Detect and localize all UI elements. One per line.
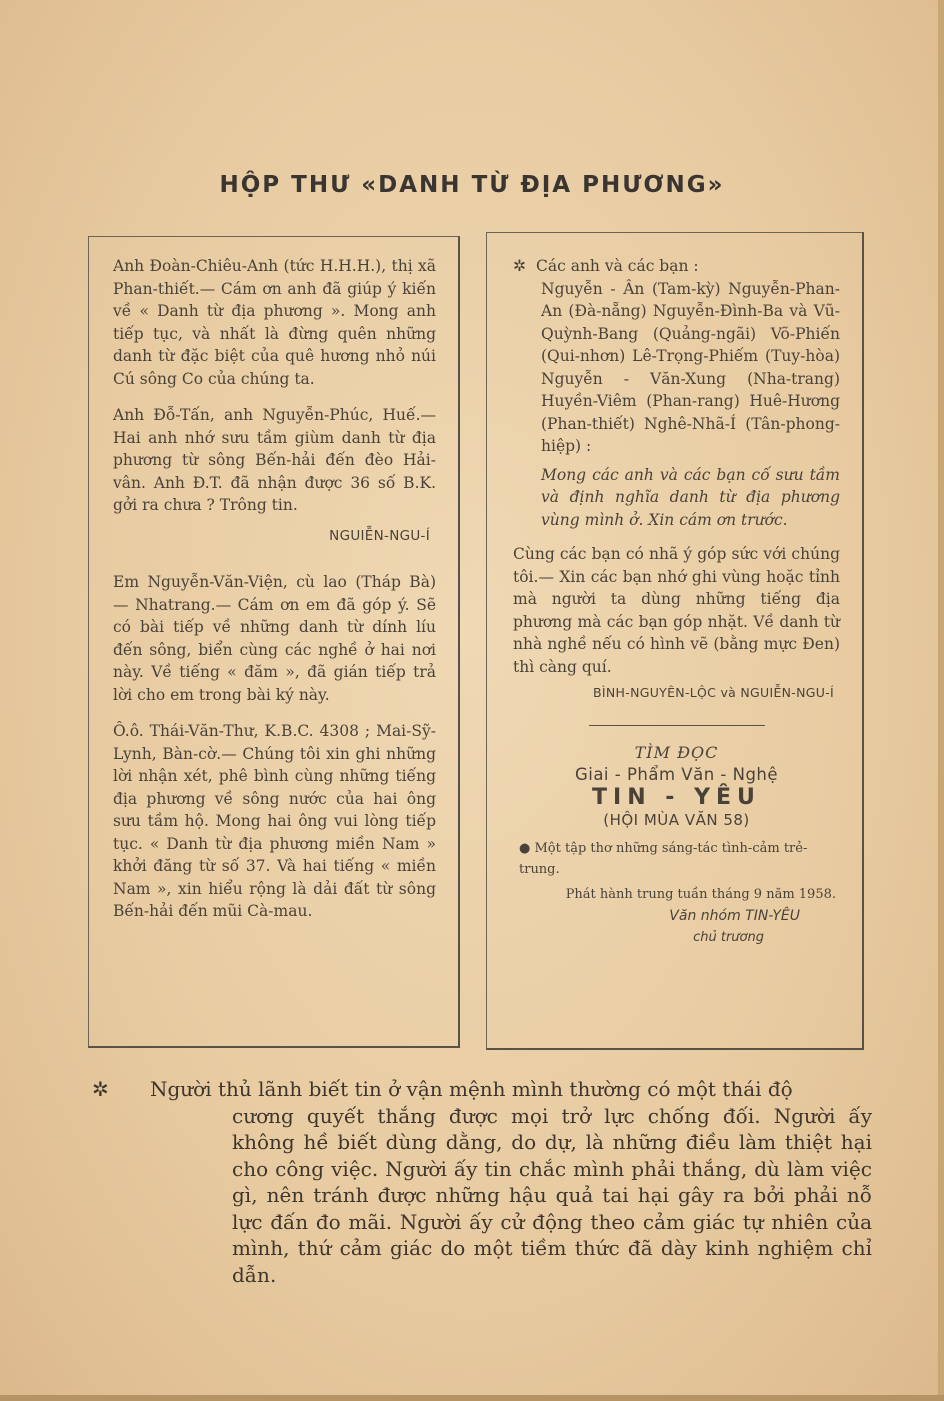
page-title: HỘP THƯ «DANH TỪ ĐỊA PHƯƠNG» xyxy=(219,172,725,198)
reply-nguyen-van-vien: Em Nguyễn-Văn-Viện, cù lao (Tháp Bà) — Nhatrang.— Cám ơn em đã góp ý. Sẽ có bài tiếp về những danh từ dính líu đến sông, biển cùng các nghề ở hai nơi này. Về tiếng « đăm », đã gián tiếp trả lời cho em trong bài ký này. xyxy=(113,573,436,704)
left-mailbox-column xyxy=(88,236,460,1048)
ad-description: ● Một tập thơ những sáng-tác tình-cảm trẻ-trung. xyxy=(519,840,808,877)
ad-paren-note: (HỘI MÙA VĂN 58) xyxy=(603,811,750,829)
reply-doan-chieu-anh: Anh Đoàn-Chiêu-Anh (tức H.H.H.), thị xã Phan-thiết.— Cám ơn anh đã giúp ý kiến về « Danh từ địa phương ». Mong anh tiếp tục, và nhất là đừng quên những danh từ đặc biệt của quê hương nhỏ núi Cú sông Co của chúng ta. xyxy=(113,257,436,388)
signature-binh-nguyen-loc: BÌNH-NGUYÊN-LỘC và NGUIỄN-NGU-Í xyxy=(593,685,834,700)
advertisement-tin-yeu xyxy=(513,742,840,950)
leadership-quote xyxy=(92,1076,872,1288)
quote-body: cương quyết thắng được mọi trở lực chống đối. Người ấy không hề biết dùng dằng, do dự, là những điều làm thiệt hại cho công việc. Người ấy tin chắc mình phải thắng, dù làm việc gì, nên tránh được những hậu quả tai hại gây ra bởi phải nỗ lực đấn đo mãi. Người ấy cử động theo cảm giác tự nhiên của mình, thứ cảm giác do một tiềm thức đã dày kinh nghiệm chỉ dẫn. xyxy=(232,1103,872,1287)
contributor-names: Nguyễn - Ân (Tam-kỳ) Nguyễn-Phan-An (Đà-nẵng) Nguyễn-Đình-Ba và Vũ-Quỳnh-Bang (Quảng-ngãi) Võ-Phiến (Qui-nhơn) Lê-Trọng-Phiếm (Tuy-hòa) Nguyễn - Văn-Xung (Nha-trang) Huyền-Viêm (Phan-rang) Huê-Hương (Phan-thiết) Nghê-Nhã-Í (Tân-phong-hiệp) : xyxy=(541,279,840,455)
section-divider xyxy=(589,725,765,726)
ad-title: TIN - YÊU xyxy=(592,784,761,810)
asterism-icon: ✲ xyxy=(513,257,526,275)
request-message: Mong các anh và các bạn cố sưu tầm và định nghĩa danh từ địa phương vùng mình ở. Xin cám ơn trước. xyxy=(541,465,840,529)
ad-release-date: Phát hành trung tuần tháng 9 năm 1958. xyxy=(565,886,836,902)
contribution-note: Cùng các bạn có nhã ý góp sức với chúng tôi.— Xin các bạn nhớ ghi vùng hoặc tỉnh mà người ta dùng những tiếng địa phương mà các bạn góp nhặt. Về danh từ nhà nghề nếu có hình vẽ (bằng mực Đen) thì càng quí. xyxy=(513,545,840,676)
reply-thai-van-thu-mai-sy-lynh: Ô.ô. Thái-Văn-Thư, K.B.C. 4308 ; Mai-Sỹ-Lynh, Bàn-cờ.— Chúng tôi xin ghi những lời nhận xét, phê bình cùng những tiếng địa phương về sông nước của hai ông sưu tầm hộ. Mong hai ông vui lòng tiếp tục. « Danh từ địa phương miền Nam » khởi đăng từ số 37. Và hai tiếng « miền Nam », xin hiểu rộng là dải đất từ sông Bến-hải đến mũi Cà-mau. xyxy=(113,722,436,920)
page-bottom-edge xyxy=(0,1395,944,1401)
quote-first-line: Người thủ lãnh biết tin ở vận mệnh mình thường có một thái độ xyxy=(150,1077,793,1101)
ad-publisher: Văn nhóm TIN-YÊU xyxy=(669,907,800,924)
right-mailbox-column xyxy=(486,232,864,1050)
asterism-icon: ✲ xyxy=(92,1077,109,1101)
ad-heading: TÌM ĐỌC xyxy=(634,742,719,762)
reply-do-tan-nguyen-phuc: Anh Đỗ-Tấn, anh Nguyễn-Phúc, Huế.— Hai anh nhớ sưu tầm giùm danh từ địa phương từ sông Bến-hải đến đèo Hải-vân. Anh Đ.T. đã nhận được 36 số B.K. gởi ra chưa ? Trông tin. xyxy=(113,406,436,514)
signature-nguien-ngu-i: NGUIỄN-NGU-Í xyxy=(329,527,430,544)
greeting-line: Các anh và các bạn : xyxy=(536,257,699,275)
ad-publisher-role: chủ trương xyxy=(693,930,764,945)
ad-subtitle: Giai - Phẩm Văn - Nghệ xyxy=(574,765,779,784)
bullet-icon: ● xyxy=(519,840,531,856)
page-edge xyxy=(938,0,944,1401)
